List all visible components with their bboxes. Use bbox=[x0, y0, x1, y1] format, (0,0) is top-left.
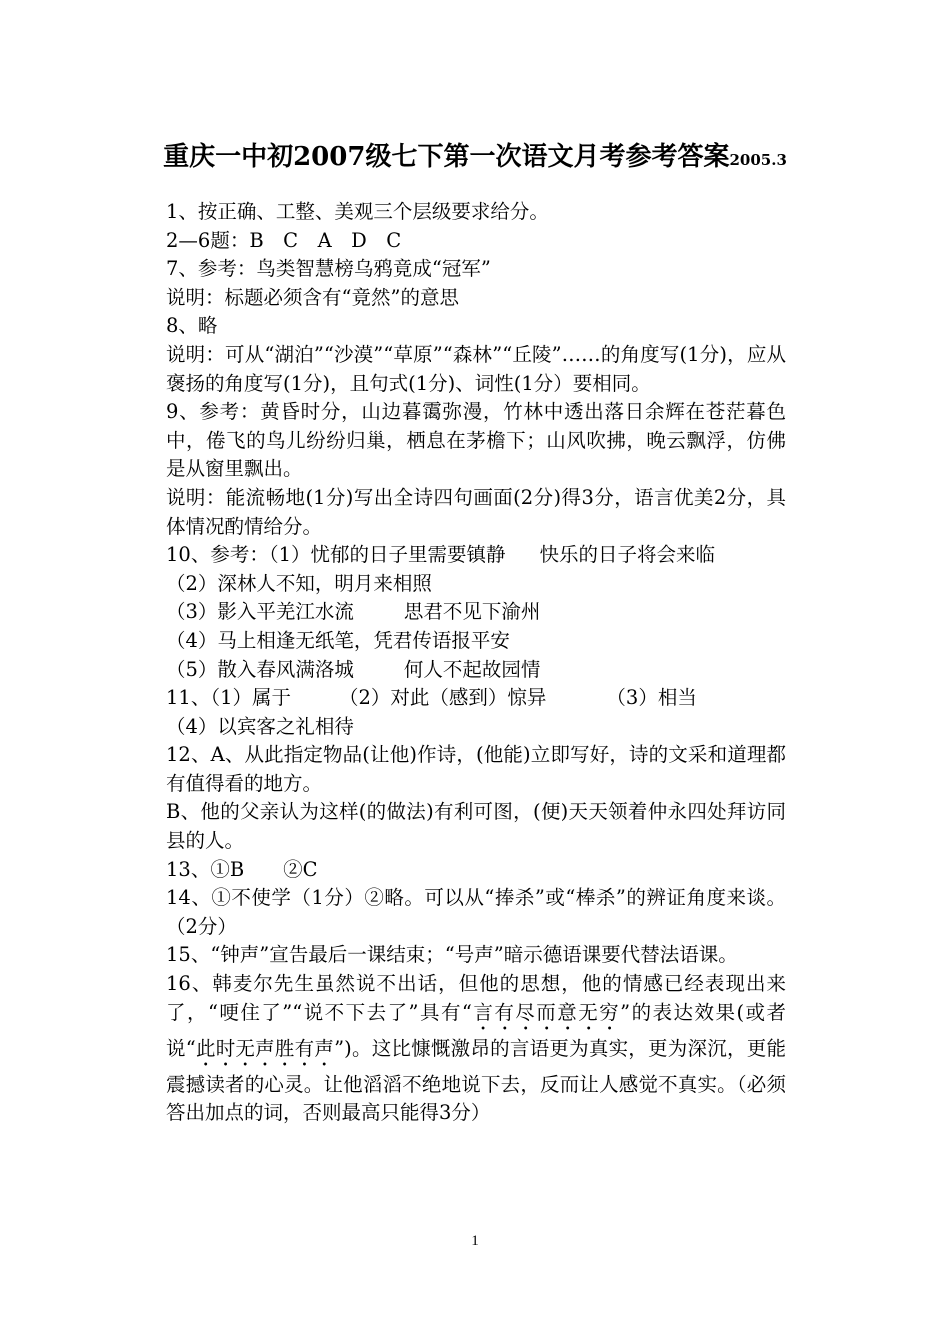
answer-paragraph-q16 bbox=[166, 970, 786, 1128]
answer-line: （4）以宾客之礼相待 bbox=[166, 714, 354, 738]
q11-a: 11、（1）属于 bbox=[166, 686, 291, 710]
page-title bbox=[0, 140, 950, 177]
answer-line bbox=[166, 656, 786, 685]
q11-c: （3）相当 bbox=[606, 686, 697, 710]
title-main: 重庆一中初2007级七下第一次语文月考参考答案 bbox=[163, 142, 730, 172]
answer-line: （4）马上相逢无纸笔，凭君传语报平安 bbox=[166, 628, 510, 652]
q16-pre: 16、韩麦尔先生虽然说不出话，但他的思想，他的情感已经表现出来了，“哽住了”“说不下去了”具有“ bbox=[166, 972, 786, 1024]
page-number: 1 bbox=[471, 1233, 479, 1249]
answer-line: 7、参考：鸟类智慧榜乌鸦竟成“冠军” bbox=[166, 257, 491, 281]
answer-line bbox=[166, 598, 786, 627]
answer-line: 8、略 bbox=[166, 314, 218, 338]
title-date: 2005.3 bbox=[729, 151, 787, 169]
q11-b: （2）对此（感到）惊异 bbox=[338, 686, 547, 710]
q10-3a: （3）影入平羌江水流 bbox=[166, 600, 354, 624]
answer-line: 13、①B ②C bbox=[166, 857, 318, 881]
answer-paragraph: 14、①不使学（1分）②略。可以从“捧杀”或“棒杀”的辨证角度来谈。（2分） bbox=[166, 886, 786, 938]
q10-part2: 快乐的日子将会来临 bbox=[539, 543, 715, 567]
answer-paragraph: B、他的父亲认为这样(的做法)有利可图，(便)天天领着仲永四处拜访同县的人。 bbox=[166, 800, 786, 853]
q10-part1: 10、参考：（1）忧郁的日子里需要镇静 bbox=[166, 543, 506, 567]
answer-body bbox=[166, 198, 786, 1128]
answer-paragraph: 15、“钟声”宣告最后一课结束；“号声”暗示德语课要代替法语课。 bbox=[166, 943, 738, 967]
answer-paragraph: 说明：可从“湖泊”“沙漠”“草原”“森林”“丘陵”……的角度写(1分)，应从褒扬的角度写(1分)，且句式(1分)、词性(1分）要相同。 bbox=[166, 342, 786, 395]
q10-3b: 思君不见下渝州 bbox=[403, 600, 541, 624]
q16-post: ”)。这比慷慨激昂的言语更为真实，更为深沉，更能震撼读者的心灵。让他滔滔不绝地说下去，反而让人感觉不真实。（必须答出加点的词，否则最高只能得3分） bbox=[166, 1036, 786, 1125]
q10-5a: （5）散入春风满洛城 bbox=[166, 657, 354, 681]
answer-line: 1、按正确、工整、美观三个层级要求给分。 bbox=[166, 200, 549, 223]
emphasized-phrase: 言有尽而意无穷 bbox=[471, 1000, 621, 1024]
emphasized-phrase: 此时无声胜有声 bbox=[195, 1036, 335, 1060]
answer-paragraph: 12、A、从此指定物品(让他)作诗，(他能)立即写好，诗的文采和道理都有值得看的地方。 bbox=[166, 743, 786, 795]
q10-5b: 何人不起故园情 bbox=[403, 657, 541, 681]
answer-line-q11 bbox=[166, 684, 786, 713]
answer-line: 说明：标题必须含有“竟然”的意思 bbox=[166, 285, 459, 309]
answer-line: 2—6题：B C A D C bbox=[166, 228, 402, 252]
q16-mid: ”的表达效果(或者说“ bbox=[166, 1000, 786, 1060]
answer-paragraph: 9、参考：黄昏时分，山边暮霭弥漫，竹林中透出落日余辉在苍茫暮色中，倦飞的鸟儿纷纷归巢，栖息在茅檐下；山风吹拂，晚云飘浮，仿佛是从窗里飘出。 bbox=[166, 400, 786, 481]
answer-line-q10 bbox=[166, 541, 786, 570]
answer-line: （2）深林人不知，明月来相照 bbox=[166, 571, 432, 595]
answer-paragraph: 说明：能流畅地(1分)写出全诗四句画面(2分)得3分，语言优美2分，具体情况酌情给分。 bbox=[166, 485, 786, 538]
